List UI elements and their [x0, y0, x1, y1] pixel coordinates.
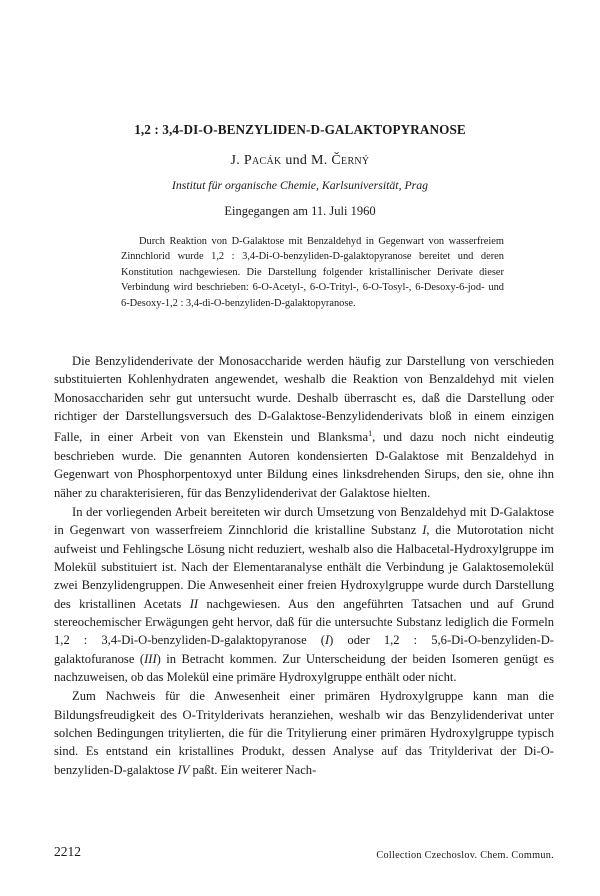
article-title: 1,2 : 3,4-DI-O-BENZYLIDEN-D-GALAKTOPYRANOSE [134, 122, 466, 137]
d-configuration: D [310, 122, 321, 137]
journal-name: Collection Czechoslov. Chem. Commun. [376, 850, 554, 861]
paragraph-3: Zum Nachweis für die Anwesenheit einer primären Hydroxylgruppe kann man die Bildungsfreudigkeit des O-Tritylderivats heranziehen, weshalb wir das Benzylidenderivat unter solchen Bedingungen tritylierten, die für die Tritylierung einer primären Hydroxylgruppe typisch sind. Es entstand ein kristallines Produkt, dessen Analyse auf das Tritylderivat der Di-O-benzyliden-D-galaktose IV paßt. Ein weiterer Nach- [54, 689, 554, 777]
footnote-ref: 1 [368, 429, 373, 439]
received-date: Eingegangen am 11. Juli 1960 [224, 204, 376, 218]
body-text [54, 352, 554, 779]
page-number: 2212 [54, 844, 81, 859]
abstract: Durch Reaktion von D-Galaktose mit Benzaldehyd in Gegenwart von wasserfreiem Zinnchlorid wurde 1,2 : 3,4-Di-O-benzyliden-D-galaktopyranose bereitet und deren Konstitution nachgewiesen. Die Darstellung folgender kristallinischer Derivate dieser Verbindung wird beschrieben: 6-O-Acetyl-, 6-O-Trityl-, 6-O-Tosyl-, 6-Desoxy-6-jod- und 6-Desoxy-1,2 : 3,4-di-O-benzyliden-D-galaktopyranose. [121, 236, 504, 309]
paragraph-1: Die Benzylidenderivate der Monosaccharide werden häufig zur Darstellung von verschieden substituierten Kohlenhydraten angewendet, weshalb die Reaktion von Benzaldehyd mit vielen Monosacchariden sehr gut untersucht wurde. Deshalb überrascht es, daß die Darstellung oder richtiger der Darstellungsversuch des D-Galaktose-Benzylidenderivats bloß in einem einzigen Falle, in einer Arbeit von van Ekenstein und Blanksma$^1$, und dazu noch nicht eindeutig beschrieben wurde. Die genannten Autoren kondensierten D-Galaktose mit Benzaldehyd in Gegenwart von Phosphorpentoxyd unter Bildung eines linksdrehenden Sirups, den sie, ohne ihn näher zu charakterisieren, für das Benzylidenderivat der Galaktose hielten. [54, 354, 554, 500]
authors-line: J. Pacák und M. Černý [230, 153, 370, 168]
paragraph-2: In der vorliegenden Arbeit bereiteten wir durch Umsetzung von Benzaldehyd mit D-Galaktose in Gegenwart von wasserfreiem Zinnchlorid die kristalline Substanz I, die Mutorotation nicht aufweist und Fehlingsche Lösung nicht reduziert, weshalb also die Halbacetal-Hydroxylgruppe im Molekül substituiert ist. Nach der Elementaranalyse enthält die Verbindung je Galaktosemolekül zwei Benzylidengruppen. Die Anwesenheit einer freien Hydroxylgruppe wurde durch Darstellung des kristallinen Acetats II nachgewiesen. Aus den angeführten Tatsachen und auf Grund stereochemischer Erwägungen geht hervor, daß für die untersuchte Substanz lediglich die Formeln 1,2 : 3,4-Di-O-benzyliden-D-galaktopyranose (I) oder 1,2 : 5,6-Di-O-benzyliden-D-galaktofuranose (III) in Betracht kommen. Zur Unterscheidung der beiden Isomeren genügt es nachzuweisen, ob das Molekül eine primäre Hydroxylgruppe enthält oder nicht. [54, 504, 555, 685]
institute-affiliation: Institut für organische Chemie, Karlsuniversität, Prag [171, 178, 429, 192]
